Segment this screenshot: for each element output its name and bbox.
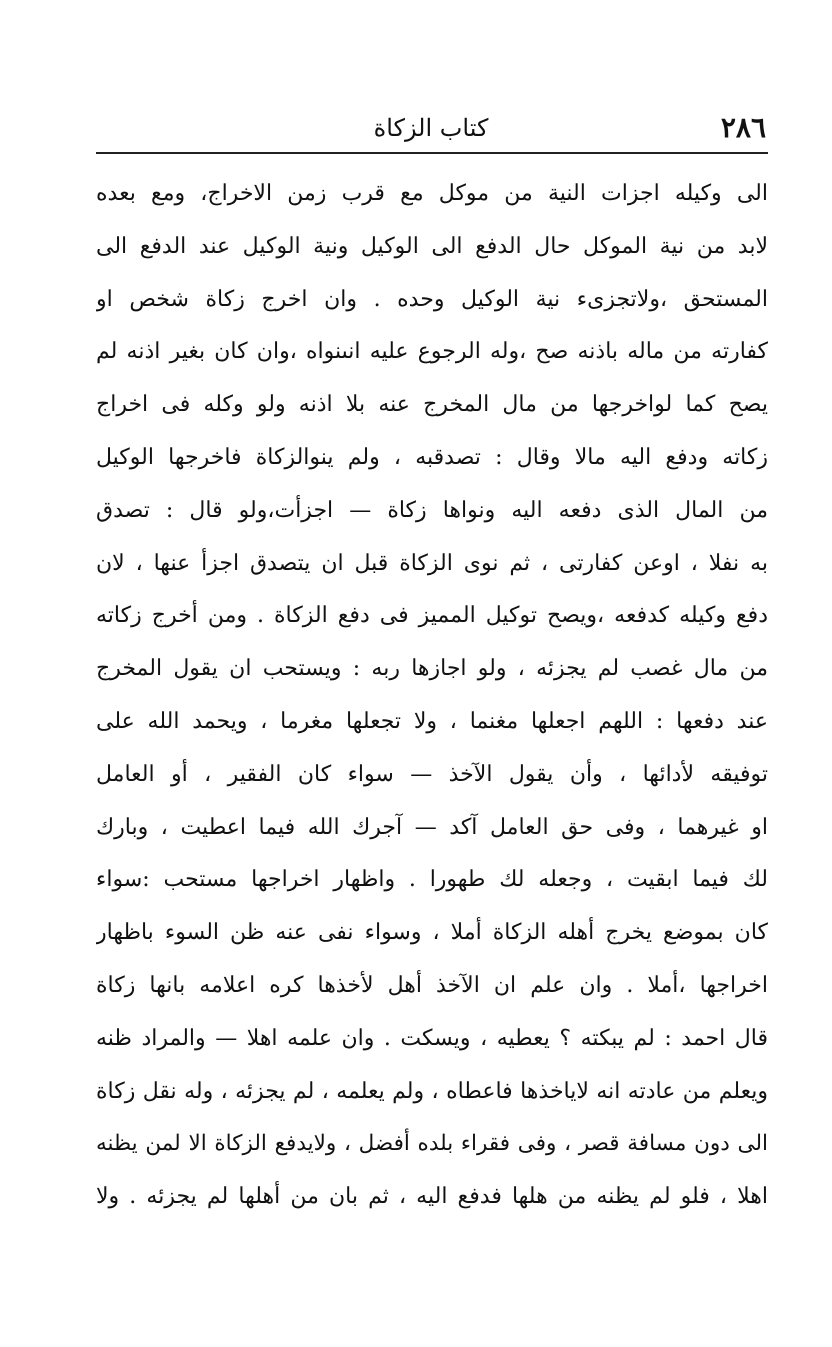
- text-line: اخراجها ،أملا . وان علم ان الآخذ أهل لأخذها كره اعلامه بانها زكاة: [96, 972, 768, 998]
- text-line: الى وكيله اجزات النية من موكل مع قرب زمن الاخراج، ومع بعده: [96, 181, 768, 206]
- text-line: من مال غصب لم يجزئه ، ولو اجازها ربه : ويستحب ان يقول المخرج: [96, 656, 768, 682]
- text-line: او غيرهما ، وفى حق العامل آكد — آجرك الله فيما اعطيت ، وبارك: [96, 814, 768, 840]
- page-header: [96, 108, 766, 152]
- text-line: المستحق ،ولاتجزىء نية الوكيل وحده . وان اخرج زكاة شخص او: [96, 286, 768, 312]
- text-line: من المال الذى دفعه اليه ونواها زكاة — اجزأت،ولو قال : تصدق: [96, 497, 768, 523]
- text-line: كفارته من ماله باذنه صح ،وله الرجوع عليه انىنواه ،وان كان بغير اذنه لم: [96, 339, 768, 365]
- header-rule: [96, 152, 768, 154]
- running-title: كتاب الزكاة: [373, 114, 489, 142]
- text-line: كان بموضع يخرج أهله الزكاة أملا ، وسواء نفى عنه ظن السوء باظهار: [96, 920, 768, 946]
- text-line: يصح كما لواخرجها من مال المخرج عنه بلا اذنه ولو وكله فى اخراج: [96, 392, 768, 418]
- text-line: لك فيما ابقيت ، وجعله لك طهورا . واظهار اخراجها مستحب :سواء: [96, 867, 768, 893]
- text-line: ويعلم من عادته انه لاياخذها فاعطاه ، ولم يعلمه ، لم يجزئه ، وله نقل زكاة: [96, 1078, 768, 1104]
- page-number: ٢٨٦: [720, 111, 766, 144]
- text-line: الى دون مسافة قصر ، وفى فقراء بلده أفضل ، ولايدفع الزكاة الا لمن يظنه: [96, 1131, 768, 1157]
- text-line: دفع وكيله كدفعه ،ويصح توكيل المميز فى دفع الزكاة . ومن أخرج زكاته: [96, 603, 768, 629]
- text-line: عند دفعها : اللهم اجعلها مغنما ، ولا تجعلها مغرما ، ويحمد الله على: [96, 708, 768, 734]
- text-line: توفيقه لأدائها ، وأن يقول الآخذ — سواء كان الفقير ، أو العامل: [96, 761, 768, 787]
- body-text: [96, 168, 768, 1224]
- text-line: به نفلا ، اوعن كفارتى ، ثم نوى الزكاة قبل ان يتصدق اجزأ عنها ، لان: [96, 550, 768, 576]
- text-line: لابد من نية الموكل حال الدفع الى الوكيل ونية الوكيل عند الدفع الى: [96, 233, 768, 259]
- text-line: اهلا ، فلو لم يظنه من هلها فدفع اليه ، ثم بان من أهلها لم يجزئه . ولا: [96, 1184, 768, 1210]
- text-line: زكاته ودفع اليه مالا وقال : تصدقبه ، ولم ينوالزكاة فاخرجها الوكيل: [96, 444, 768, 470]
- text-line: قال احمد : لم يبكته ؟ يعطيه ، ويسكت . وان علمه اهلا — والمراد ظنه: [96, 1025, 768, 1051]
